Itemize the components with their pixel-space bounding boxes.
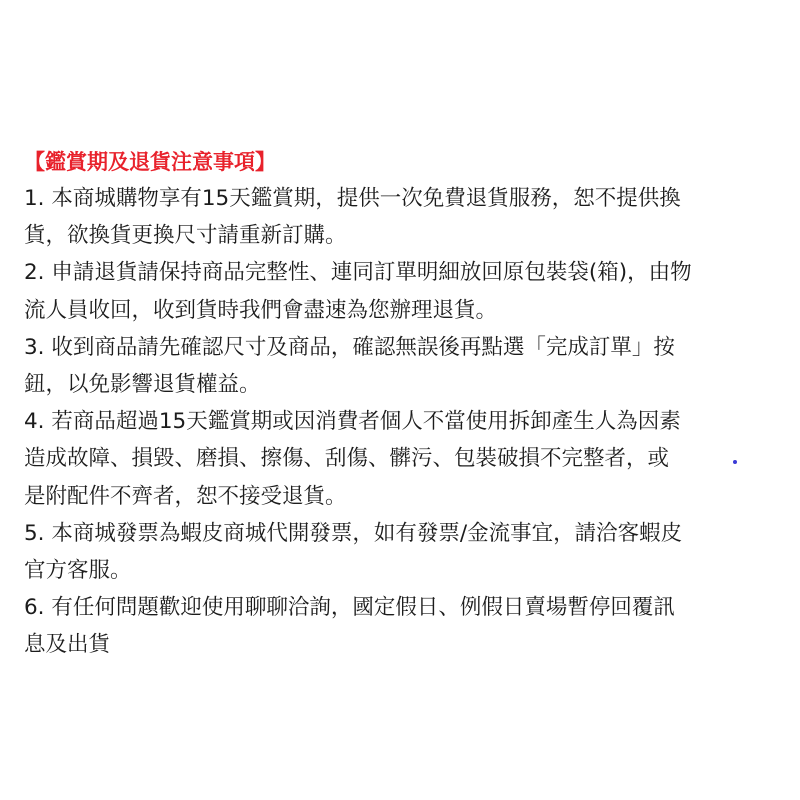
- notice-line-9: 是附配件不齊者，恕不接受退貨。: [24, 483, 347, 509]
- notice-line-5: 3. 收到商品請先確認尺寸及商品，確認無誤後再點選「完成訂單」按: [24, 334, 675, 360]
- notice-line-1: 1. 本商城購物享有15天鑑賞期，提供一次免費退貨服務，恕不提供換: [24, 186, 681, 211]
- notice-line-7: 4. 若商品超過15天鑑賞期或因消費者個人不當使用拆卸產生人為因素: [24, 409, 681, 435]
- notice-line-8: 造成故障、損毀、磨損、擦傷、刮傷、髒污、包裝破損不完整者，或: [24, 446, 670, 472]
- notice-line-13: 息及出貨: [24, 632, 111, 658]
- notice-line-2: 貨，欲換貨更換尺寸請重新訂購。: [24, 223, 347, 249]
- notice-line-12: 6. 有任何問題歡迎使用聊聊洽詢，國定假日、例假日賣場暫停回覆訊: [24, 595, 675, 621]
- notice-line-6: 鈕，以免影響退貨權益。: [24, 371, 261, 397]
- notice-title: 【鑑賞期及退貨注意事項】: [24, 150, 276, 174]
- notice-line-4: 流人員收回，收到貨時我們會盡速為您辦理退貨。: [24, 297, 498, 323]
- return-policy-notice: [24, 144, 764, 663]
- notice-line-11: 官方客服。: [24, 557, 132, 583]
- notice-line-10: 5. 本商城發票為蝦皮商城代開發票，如有發票/金流事宜，請洽客蝦皮: [24, 520, 683, 546]
- stray-dot-mark: [733, 460, 737, 464]
- notice-line-3: 2. 申請退貨請保持商品完整性、連同訂單明細放回原包裝袋(箱)，由物: [24, 260, 692, 286]
